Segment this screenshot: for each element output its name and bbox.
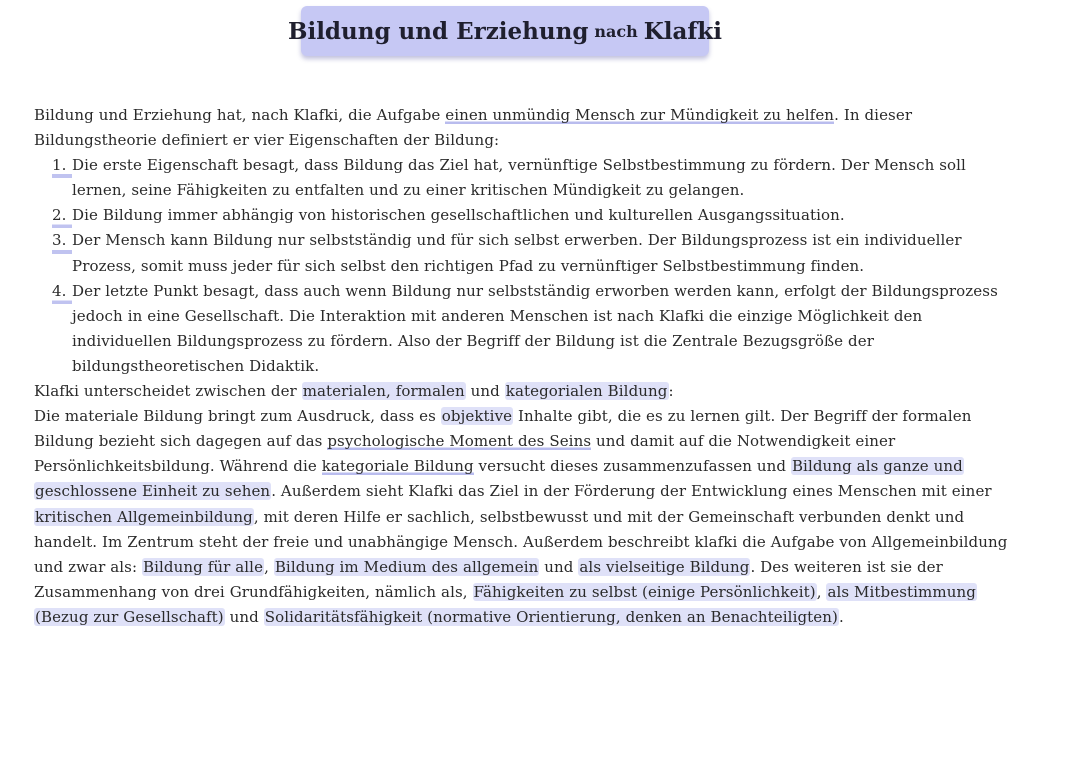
list-item-4-cont-1: jedoch in eine Gesellschaft. Die Interaktion mit anderen Menschen ist nach Klafki die einzige Möglichkeit den [72,306,923,325]
list-item-1-cont: lernen, seine Fähigkeiten zu entfalten und zu einer kritischen Mündigkeit zu gelangen. [72,181,745,200]
body-line-1: Klafki unterscheidet zwischen der materialen, formalen und kategorialen Bildung: [34,382,674,401]
body-line-8: und zwar als: Bildung für alle, Bildung im Medium des allgemein und als vielseitige Bildung. Des weiteren ist sie der [34,557,943,576]
highlight: kritischen Allgemeinbildung [35,507,253,526]
body-line-6: kritischen Allgemeinbildung, mit deren Hilfe er sachlich, selbstbewusst und mit der Gemeinschaft verbunden denkt und [35,507,965,526]
highlight: kategorialen Bildung [505,382,668,401]
highlight: Fähigkeiten zu selbst (einige Persönlichkeit) [473,582,816,601]
list-number: 1. [52,153,72,178]
document-body [34,103,1054,630]
intro-line-2: Bildungstheorie definiert er vier Eigenschaften der Bildung: [34,131,500,150]
highlight: (Bezug zur Gesellschaft) [35,607,224,626]
list-item-4-cont-2: individuellen Bildungsprozess zu fördern. Also der Begriff der Bildung ist die Zentrale Bezugsgröße der [72,331,874,350]
body-line-10: (Bezug zur Gesellschaft) und Solidaritätsfähigkeit (normative Orientierung, denken an Benachteiligten). [35,607,844,626]
highlight: geschlossene Einheit zu sehen [35,482,271,501]
body-line-3: Bildung bezieht sich dagegen auf das psychologische Moment des Seins und damit auf die Notwendigkeit einer [34,432,896,451]
underlined-phrase: kategoriale Bildung [321,457,474,476]
list-item-3-cont: Prozess, somit muss jeder für sich selbst den richtigen Pfad zu vernünftiger Selbstbestimmung finden. [72,256,865,275]
body-line-4: Persönlichkeitsbildung. Während die kategoriale Bildung versucht dieses zusammenzufassen und Bildung als ganze und [34,457,963,476]
list-number: 4. [52,279,72,304]
title-part-2: nach [594,21,638,41]
highlight: Solidaritätsfähigkeit (normative Orientierung, denken an Benachteiligten) [264,607,838,626]
body-line-2: Die materiale Bildung bringt zum Ausdruck, dass es objektive Inhalte gibt, die es zu lernen gilt. Der Begriff der formalen [34,407,972,426]
highlight: Bildung im Medium des allgemein [274,557,539,576]
highlight: objektive [441,407,513,426]
highlight: als vielseitige Bildung [579,557,750,576]
list-item-4-cont-3: bildungstheoretischen Didaktik. [72,356,320,375]
list-item-1: 1. Die erste Eigenschaft besagt, dass Bildung das Ziel hat, vernünftige Selbstbestimmung zu fördern. Der Mensch soll [34,153,1054,178]
body-line-5: geschlossene Einheit zu sehen. Außerdem sieht Klafki das Ziel in der Förderung der Entwicklung eines Menschen mit einer [35,482,992,501]
title-part-1: Bildung und Erziehung [288,17,589,45]
list-item-3: 3. Der Mensch kann Bildung nur selbstständig und für sich selbst erwerben. Der Bildungsprozess ist ein individueller [34,228,1054,253]
body-line-7: handelt. Im Zentrum steht der freie und unabhängige Mensch. Außerdem beschreibt klafki die Aufgabe von Allgemeinbildung [34,532,1008,551]
body-line-9: Zusammenhang von drei Grundfähigkeiten, nämlich als, Fähigkeiten zu selbst (einige Persönlichkeit), als Mitbestimmung [34,582,976,601]
underlined-phrase: psychologische Moment des Seins [327,432,592,451]
highlight: Bildung als ganze und [791,457,963,476]
underlined-phrase: einen unmündig Mensch zur Mündigkeit zu helfen [445,106,835,124]
list-item-4: 4. Der letzte Punkt besagt, dass auch wenn Bildung nur selbstständig erworben werden kann, erfolgt der Bildungsprozess [34,279,1054,304]
intro-line-1: Bildung und Erziehung hat, nach Klafki, die Aufgabe einen unmündig Mensch zur Mündigkeit zu helfen. In dieser [34,106,913,124]
highlight: materialen, formalen [302,382,465,401]
page-title [288,6,722,56]
highlight: als Mitbestimmung [827,582,976,601]
list-number: 3. [52,228,72,253]
title-part-3: Klafki [643,17,722,45]
list-number: 2. [52,203,72,228]
list-item-2: 2. Die Bildung immer abhängig von historischen gesellschaftlichen und kulturellen Ausgangssituation. [34,203,1054,228]
highlight: Bildung für alle [142,557,264,576]
